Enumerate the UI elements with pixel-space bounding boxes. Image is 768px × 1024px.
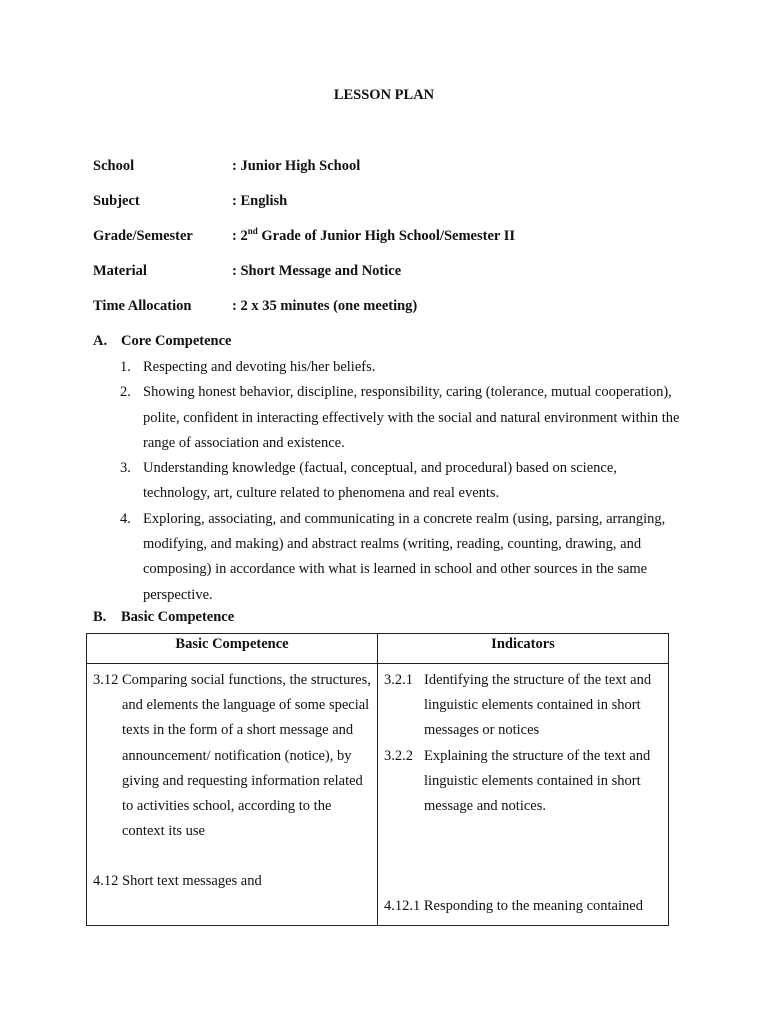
list-number: 3. [120,460,131,477]
section-letter: B. [93,609,107,625]
indicator-number: 3.2.2 [384,747,413,764]
info-label: Grade/Semester [93,228,193,244]
list-item [120,456,680,507]
list-number: 2. [120,384,131,401]
info-value: : Short Message and Notice [232,263,402,279]
list-text: Understanding knowledge (factual, conceptual, and procedural) based on science, technology, art, culture related to phenomena and real events. [143,460,617,502]
table-header-indicators: Indicators [378,634,669,664]
list-number: 1. [120,359,131,375]
list-number: 4. [120,510,131,527]
table-cell-indicators [378,664,669,926]
info-label: Time Allocation [93,298,192,314]
indicator-text: Explaining the structure of the text and linguistic elements contained in short message and notices. [424,747,651,815]
indicator-entry [384,894,662,919]
page-title: LESSON PLAN [333,87,435,103]
competence-entry [93,668,371,844]
competence-number: 3.12 [93,672,119,688]
competence-number: 4.12 [93,873,119,890]
list-item [120,507,680,608]
competence-text: Comparing social functions, the structures, and elements the language of some special texts in the form of a short message and announcement/ notification (notice), by giving and requesting information related to activities school, according to the context its use [122,672,371,840]
indicator-text: Identifying the structure of the text and linguistic elements contained in short messages or notices [424,672,652,739]
list-item [120,380,680,456]
indicator-number: 3.2.1 [384,672,413,688]
ordinal-suffix: nd [247,226,258,237]
row-spacer [384,819,662,894]
indicator-text: Responding to the meaning contained [423,898,643,915]
table-row [87,664,669,926]
list-text: Showing honest behavior, discipline, responsibility, caring (tolerance, mutual cooperation), polite, confident in interacting effectively with the social and natural environment within the range of association and existence. [143,384,680,451]
competence-text: Short text messages and [122,873,262,890]
section-title: Core Competence [121,333,232,349]
info-label: Subject [93,193,140,209]
indicator-entry [384,668,662,744]
basic-competence-table [86,633,669,926]
section-a-heading [93,333,231,350]
table-cell-competence [87,664,378,926]
row-spacer [93,844,371,869]
section-title: Basic Competence [121,609,235,625]
info-label: Material [93,263,147,279]
info-value: : English [232,193,288,209]
list-item [120,355,680,380]
info-value: : 2 x 35 minutes (one meeting) [232,298,418,314]
indicator-entry [384,744,662,820]
table-header-row [87,634,669,664]
section-letter: A. [93,333,108,349]
section-b-heading [93,609,234,626]
table-header-basic-competence: Basic Competence [87,634,378,664]
list-text: Exploring, associating, and communicating in a concrete realm (using, parsing, arranging, modifying, and making) and abstract realms (writing, reading, counting, drawing, and composing) in accordance with what is learned in school and other sources in the same perspective. [143,510,666,603]
info-value-suffix: Grade of Junior High School/Semester II [257,228,515,244]
info-value [232,228,515,245]
competence-entry [93,869,371,894]
list-text: Respecting and devoting his/her beliefs. [143,359,376,375]
indicator-number: 4.12.1 [384,898,421,915]
core-competence-list [120,355,680,608]
info-label: School [93,158,135,174]
info-value: : Junior High School [232,158,361,174]
info-value-prefix: : 2 [232,228,248,244]
